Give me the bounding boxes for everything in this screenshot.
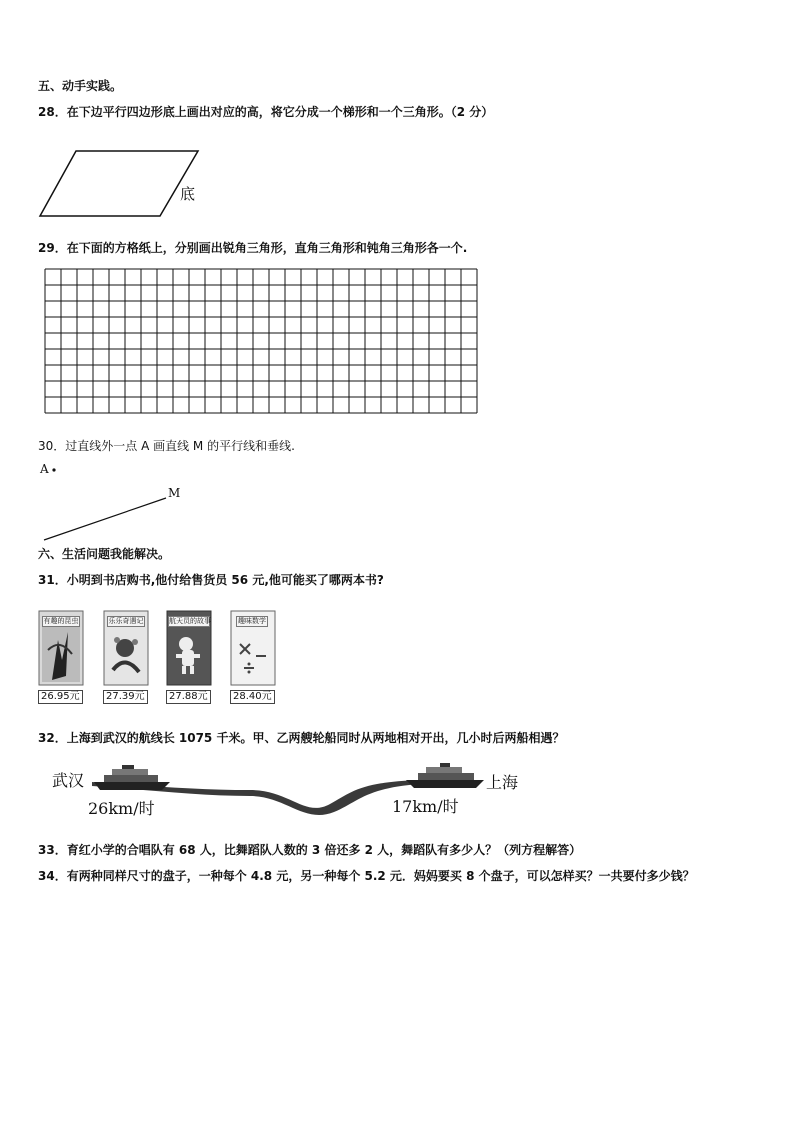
section-heading-6: 六、生活问题我能解决。 xyxy=(38,547,171,561)
question-31-text: 31．小明到书店购书,他付给售货员 56 元,他可能买了哪两本书? xyxy=(38,573,384,587)
question-34-text: 34．有两种同样尺寸的盘子，一种每个 4.8 元，另一种每个 5.2 元．妈妈要买 8 个盘子，可以怎样买？一共要付多少钱？ xyxy=(38,869,695,883)
line-m-label: M xyxy=(168,486,181,500)
base-label: 底 xyxy=(180,185,196,203)
book-3-title: 航天员的故事 xyxy=(169,617,211,625)
question-28-text: 28．在下边平行四边形底上画出对应的高，将它分成一个梯形和一个三角形。（2 分） xyxy=(38,105,494,119)
left-city-label: 武汉 xyxy=(52,771,85,790)
line-m xyxy=(40,494,180,546)
book-2-price: 27.39元 xyxy=(103,690,148,704)
right-city-label: 上海 xyxy=(486,773,519,792)
square-grid xyxy=(44,268,488,424)
question-29-text: 29．在下面的方格纸上，分别画出锐角三角形，直角三角形和钝角三角形各一个. xyxy=(38,241,468,255)
question-30-text: 30．过直线外一点 A 画直线 M 的平行线和垂线. xyxy=(38,439,295,453)
parallelogram-figure xyxy=(38,148,208,220)
point-a-label: A xyxy=(40,462,49,476)
right-speed-label: 17km/时 xyxy=(392,797,459,816)
ship-left-icon xyxy=(92,764,172,792)
parallelogram-shape xyxy=(40,151,198,216)
question-33-text: 33．育红小学的合唱队有 68 人，比舞蹈队人数的 3 倍还多 2 人，舞蹈队有多少人？（列方程解答） xyxy=(38,843,582,857)
book-4-title: 趣味数学 xyxy=(238,617,266,625)
section-heading-5: 五、动手实践。 xyxy=(38,79,123,93)
book-4-price: 28.40元 xyxy=(230,690,275,704)
question-32-text: 32．上海到武汉的航线长 1075 千米。甲、乙两艘轮船同时从两地相对开出，几小时后两船相遇？ xyxy=(38,731,565,745)
book-2-title: 乐乐奇遇记 xyxy=(108,617,144,625)
point-a-dot xyxy=(50,466,58,474)
book-1-price: 26.95元 xyxy=(38,690,83,704)
ship-right-icon xyxy=(404,762,486,790)
left-speed-label: 26km/时 xyxy=(88,799,155,818)
book-1-title: 有趣的昆虫 xyxy=(43,617,79,625)
book-3-price: 27.88元 xyxy=(166,690,211,704)
